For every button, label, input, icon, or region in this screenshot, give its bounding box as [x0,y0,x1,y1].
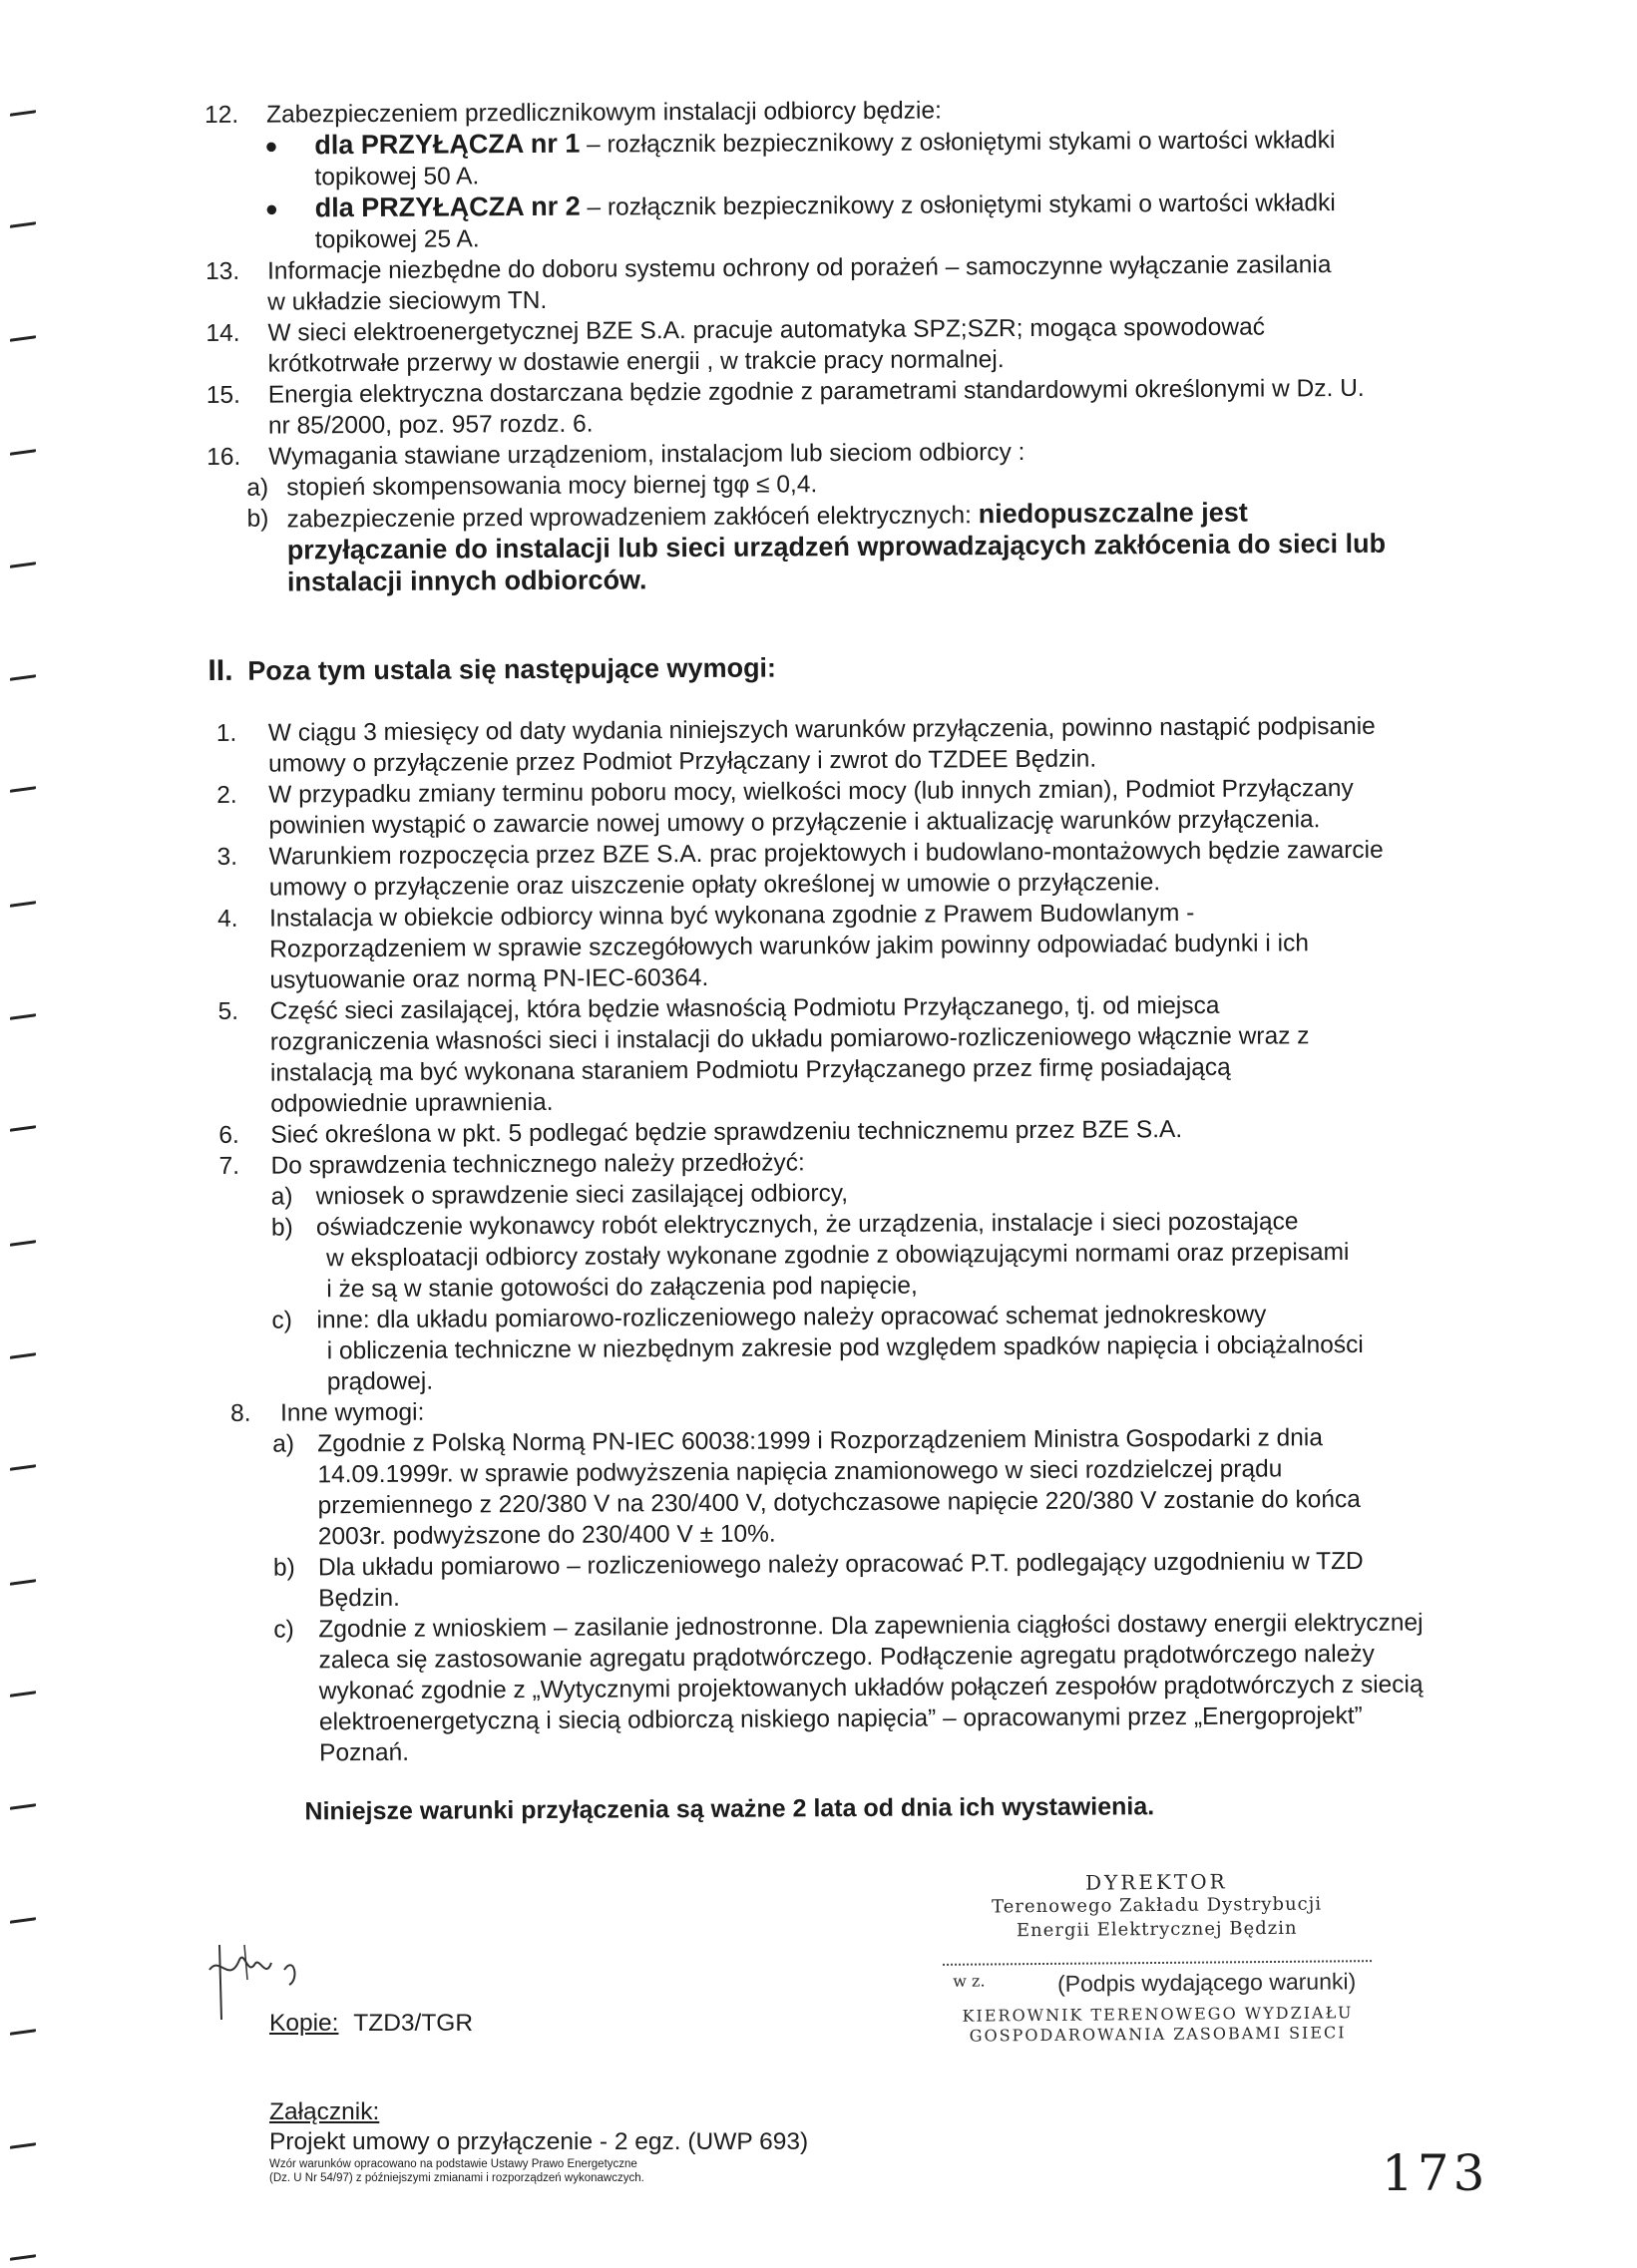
point-text: w układzie sieciowym TN. [267,286,548,316]
sub-letter: c) [273,1616,294,1644]
point-text: Zabezpieczeniem przedlicznikowym instalacji odbiorcy będzie: [266,97,942,129]
margin-mark [10,786,36,793]
bullet-icon: ● [264,195,279,221]
bullet-text: topikowej 25 A. [314,225,480,254]
bullet-icon: ● [264,133,278,159]
sub-text: w eksploatacji odbiorcy zostały wykonane zgodnie z obowiązującymi normami oraz przepisami [326,1239,1350,1273]
point-text: W ciągu 3 miesięcy od daty wydania niniejszych warunków przyłączenia, powinno nastąpić podpisanie [267,712,1376,747]
copies-label: Kopie: [269,2010,339,2037]
point-number: 3. [216,843,238,871]
point-number: 4. [216,905,238,933]
point-text: Instalacja w obiekcie odbiorcy winna być wykonana zgodnie z Prawem Budowlanym - [268,899,1195,933]
sub-text: przemiennego z 220/380 V na 230/400 V, dotychczasowe napięcie 220/380 V zostanie do końca [317,1485,1361,1520]
margin-mark [10,1013,36,1020]
point-text: instalacją ma być wykonana staraniem Podmiotu Przyłączanego przez firmę posiadającą [269,1053,1231,1087]
point-text: Rozporządzeniem w sprawie szczegółowych warunków jakim powinny odpowiadać budynki i ich [269,930,1310,963]
sub-letter: a) [246,474,269,502]
sub-text: zaleca się zastosowanie agregatu prądotwórczego. Podłączenie agregatu prądotwórczego należy [318,1640,1375,1675]
point-number: 1. [215,719,237,747]
point-text: Informacje niezbędne do doboru systemu ochrony od porażeń – samoczynne wyłączanie zasilania [266,251,1332,285]
bullet-label: dla PRZYŁĄCZA nr 2 [314,190,581,223]
point-text: krótkotrwałe przerwy w dostawie energii , w trakcie pracy normalnej. [267,346,1005,378]
sub-text: inne: dla układu pomiarowo-rozliczeniowego należy opracować schemat jednokreskowy [316,1301,1267,1334]
sub-text: i obliczenia techniczne w niezbędnym zakresie pod względem spadków napięcia i obciążalności [326,1330,1364,1365]
document-body [205,92,1542,1828]
margin-mark [10,1464,36,1471]
margin-mark [10,449,36,456]
sub-text: 2003r. podwyższone do 230/400 V ± 10%. [317,1520,776,1551]
margin-mark [10,674,36,681]
stamp-bottom-line: KIEROWNIK TERENOWEGO WYDZIAŁU [962,2003,1354,2026]
point-text: Inne wymogi: [279,1398,425,1427]
attachment-note: (Dz. U Nr 54/97) z późniejszymi zmianami i rozporządzeń wykonawczych. [269,2172,644,2184]
point-text: Część sieci zasilającej, która będzie własnością Podmiotu Przyłączanego, tj. od miejsca [269,991,1220,1025]
margin-mark [10,1803,36,1810]
sub-letter: b) [246,505,269,533]
point-text: umowy o przyłączenie oraz uiszczenie opłaty określonej w umowie o przyłączenie. [268,869,1161,902]
director-stamp [942,1868,1373,2047]
margin-mark [10,1579,36,1586]
sub-letter: a) [272,1430,295,1458]
page-number: 173 [1382,2144,1489,2202]
margin-mark [10,562,36,568]
attachment-note: Wzór warunków opracowano na podstawie Ustawy Prawo Energetyczne [269,2158,637,2170]
signature-line [943,1944,1372,1966]
sub-letter: c) [271,1307,292,1334]
margin-mark [10,110,36,117]
margin-mark [10,2029,36,2036]
stamp-bottom-line: GOSPODAROWANIA ZASOBAMI SIECI [969,2023,1347,2046]
point-number: 8. [229,1399,251,1427]
margin-mark [10,1352,36,1359]
sub-text: 14.09.1999r. w sprawie podwyższenia napięcia znamionowego w sieci rozdzielczej prądu [317,1455,1283,1489]
validity-note: Niniejsze warunki przyłączenia są ważne 2 lata od dnia ich wystawienia. [304,1792,1155,1826]
point-number: 15. [205,381,240,409]
margin-mark [10,1240,36,1247]
margin-mark [10,335,36,342]
sub-text: zabezpieczenie przed wprowadzeniem zakłóceń elektrycznych: [286,502,979,534]
bullet-text: – rozłącznik bezpiecznikowy z osłoniętymi stykami o wartości wkładki [580,127,1336,159]
signature-caption [943,1968,1372,1999]
sub-text-bold: instalacji innych odbiorców. [286,565,647,597]
attachment-text: Projekt umowy o przyłączenie - 2 egz. (UWP 693) [269,2128,809,2155]
sub-text-bold: przyłączanie do instalacji lub sieci urządzeń wprowadzających zakłócenia do sieci lub [286,528,1387,566]
point-number: 2. [216,781,237,809]
sub-text: Zgodnie z Polską Normą PN-IEC 60038:1999 i Rozporządzeniem Ministra Gospodarki z dnia [317,1424,1324,1458]
margin-mark [10,1125,36,1132]
stamp-line: Terenowego Zakładu Dystrybucji [991,1893,1323,1918]
point-number: 12. [205,101,239,129]
sub-text: wniosek o sprawdzenie sieci zasilającej odbiorcy, [315,1180,849,1211]
point-text: nr 85/2000, poz. 957 rozdz. 6. [267,410,594,440]
point-text: Energia elektryczna dostarczana będzie zgodnie z parametrami standardowymi określonymi w Dz. U. [267,374,1365,409]
sub-text: i że są w stanie gotowości do załączenia pod napięcie, [326,1272,918,1304]
stamp-title: DYREKTOR [1084,1869,1228,1895]
bullet-text: topikowej 50 A. [314,163,480,191]
margin-mark [10,901,36,908]
point-number: 14. [205,319,240,347]
sub-letter: a) [270,1183,293,1211]
sub-letter: b) [272,1554,295,1582]
point-text: Wymagania stawiane urządzeniom, instalacjom lub sieciom odbiorcy : [268,438,1025,471]
sub-text: Dla układu pomiarowo – rozliczeniowego należy opracować P.T. podlegający uzgodnieniu w TZD [317,1547,1364,1582]
point-text: W sieci elektroenergetycznej BZE S.A. pracuje automatyka SPZ;SZR; mogąca spowodować [267,313,1265,347]
signature-caption-text: (Podpis wydającego warunki) [1056,1968,1357,1997]
margin-mark [10,2254,36,2261]
point-number: 16. [206,443,241,471]
point-number: 5. [217,997,239,1025]
point-text: Do sprawdzenia technicznego należy przedłożyć: [270,1149,805,1180]
margin-mark [10,1917,36,1924]
point-number: 7. [218,1152,240,1180]
point-text: Sieć określona w pkt. 5 podlegać będzie sprawdzeniu technicznemu przez BZE S.A. [270,1116,1183,1149]
attachment-block [269,2097,808,2185]
point-text: usytuowanie oraz normą PN-IEC-60364. [269,963,709,994]
sub-letter: b) [270,1214,293,1242]
bullet-text: – rozłącznik bezpiecznikowy z osłoniętymi stykami o wartości wkładki [580,189,1336,221]
sub-text: oświadczenie wykonawcy robót elektrycznych, że urządzenia, instalacje i sieci pozostające [315,1208,1299,1242]
point-text: powinien wystąpić o zawarcie nowej umowy o przyłączenie i aktualizację warunków przyłączenia. [268,806,1321,840]
sub-text: elektroenergetyczną i siecią odbiorczą niskiego napięcia” – opracowanymi przez „Energoprojekt” [318,1701,1363,1736]
sub-text: Będzin. [318,1584,400,1613]
sub-text: Zgodnie z wnioskiem – zasilanie jednostronne. Dla zapewnienia ciągłości dostawy energii elektrycznej [318,1609,1424,1644]
margin-mark [10,221,36,228]
margin-mark [10,2142,36,2149]
copies-line [269,2010,473,2038]
point-text: umowy o przyłączenie przez Podmiot Przyłączany i zwrot do TZDEE Będzin. [267,745,1097,778]
point-text: Warunkiem rozpoczęcia przez BZE S.A. prac projektowych i budowlano-montażowych będzie zawarcie [268,836,1384,871]
sub-text: wykonać zgodnie z „Wytycznymi projektowanych układów połączeń zespołów prądotwórczych z siecią [318,1671,1424,1705]
copies-value: TZD3/TGR [353,2010,474,2037]
sub-text-bold: niedopuszczalne jest [978,497,1248,530]
point-number: 13. [205,257,240,285]
stamp-line: Energii Elektrycznej Będzin [1016,1917,1298,1942]
point-text: rozgraniczenia własności sieci i instalacji do układu pomiarowo-rozliczeniowego włącznie wraz z [269,1022,1310,1056]
section-heading [207,647,1534,688]
sub-text: Poznań. [319,1738,410,1767]
point-text: W przypadku zmiany terminu poboru mocy, wielkości mocy (lub innych zmian), Podmiot Przyłączany [268,774,1354,809]
point-number: 6. [218,1121,239,1149]
point-text: odpowiednie uprawnienia. [270,1088,554,1118]
sub-text: prądowej. [326,1367,434,1396]
sub-text: stopień skompensowania mocy biernej tgφ ≤ 0,4. [286,471,818,502]
attachment-label: Załącznik: [269,2098,380,2125]
margin-mark [10,1691,36,1698]
bullet-label: dla PRZYŁĄCZA nr 1 [314,128,581,161]
stamp-wz: w z. [953,1971,986,1991]
section-number: II. [207,653,233,687]
section-title: Poza tym ustala się następujące wymogi: [247,652,777,686]
